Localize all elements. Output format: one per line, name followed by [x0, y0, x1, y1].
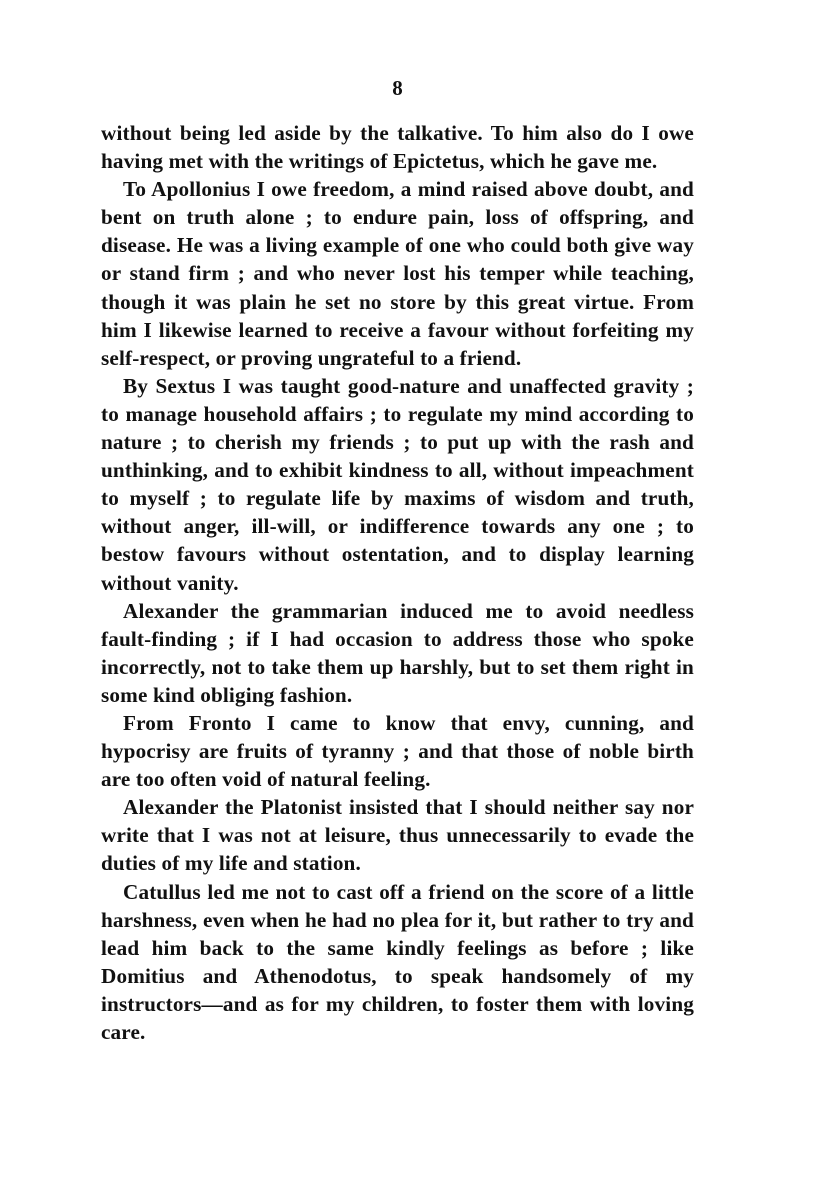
paragraph-alexander-grammarian: Alexander the grammarian induced me to avoid needless fault-finding ; if I had occasion to address those who spoke incorrectly, not to take them up harshly, but to set them right in some kind obliging fashion.: [101, 598, 694, 707]
page-number: 8: [392, 76, 403, 100]
paragraph-sextus: By Sextus I was taught good-nature and unaffected gravity ; to manage household affairs ; to regulate my mind according to nature ; to cherish my friends ; to put up with the rash and unthinking, and to exhibit kindness to all, without impeachment to myself ; to regulate life by maxims of wisdom and truth, without anger, ill-will, or indifference towards any one ; to bestow favours without ostentation, and to display learning without vanity.: [101, 373, 694, 595]
paragraph-catullus: Catullus led me not to cast off a friend on the score of a little harshness, even when he had no plea for it, but rather to try and lead him back to the same kindly feelings as before ; like Domitius and Athenodotus, to speak handsomely of my instructors—and as for my children, to foster them with loving care.: [101, 879, 694, 1044]
paragraph-alexander-platonist: Alexander the Platonist insisted that I should neither say nor write that I was not at leisure, thus unnecessarily to evade the duties of my life and station.: [101, 795, 694, 876]
paragraph-apollonius: To Apollonius I owe freedom, a mind raised above doubt, and bent on truth alone ; to endure pain, loss of offspring, and disease. He was a living example of one who could both give way or stand firm ; and who never lost his temper while teaching, though it was plain he set no store by this great virtue. From him I likewise learned to receive a favour without forfeiting my self-respect, or proving ungrateful to a friend.: [101, 177, 694, 370]
paragraph-epictetus: without being led aside by the talkative. To him also do I owe having met with the writings of Epictetus, which he gave me.: [101, 121, 694, 174]
page-body: [101, 119, 694, 1046]
paragraph-fronto: From Fronto I came to know that envy, cunning, and hypocrisy are fruits of tyranny ; and that those of noble birth are too often void of natural feeling.: [101, 710, 694, 792]
